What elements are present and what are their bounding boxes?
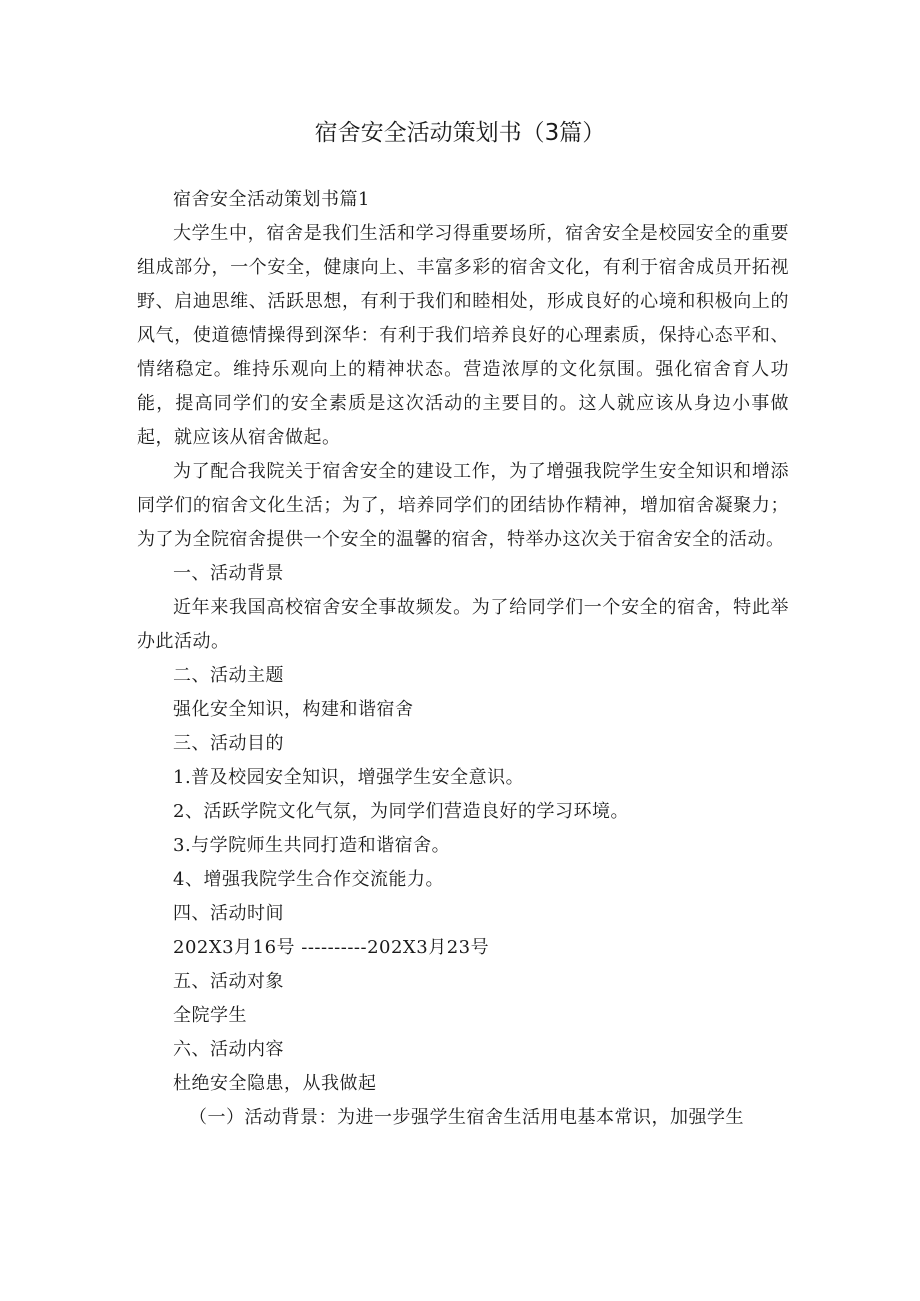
heading-content: 六、活动内容: [173, 1039, 284, 1060]
goal-item: 4、增强我院学生合作交流能力。: [173, 869, 444, 890]
text-audience: 全院学生: [173, 1005, 247, 1026]
section-subtitle: 宿舍安全活动策划书篇1: [173, 189, 370, 210]
paragraph-intro: 大学生中，宿舍是我们生活和学习得重要场所，宿舍安全是校园安全的重要组成部分，一个安全，健康向上、丰富多彩的宿舍文化，有利于宿舍成员开拓视野、启迪思维、活跃思想，有利于我们和睦相处，形成良好的心境和积极向上的风气，使道德情操得到深华：有利于我们培养良好的心理素质，保持心态平和、情绪稳定。维持乐观向上的精神状态。营造浓厚的文化氛围。强化宿舍育人功能，提高同学们的安全素质是这次活动的主要目的。这人就应该从身边小事做起，就应该从宿舍做起。: [137, 223, 789, 448]
text-background: 近年来我国高校宿舍安全事故频发。为了给同学们一个安全的宿舍，特此举办此活动。: [137, 597, 789, 652]
subsection-background-text: （一）活动背景：为进一步强学生宿舍生活用电基本常识，加强学生: [189, 1107, 744, 1128]
text-content: 杜绝安全隐患，从我做起: [173, 1073, 377, 1094]
goal-item: 3.与学院师生共同打造和谐宿舍。: [173, 835, 451, 856]
goal-item: 2、活跃学院文化气氛，为同学们营造良好的学习环境。: [173, 801, 629, 822]
heading-background: 一、活动背景: [173, 563, 284, 584]
text-theme: 强化安全知识，构建和谐宿舍: [173, 699, 414, 720]
paragraph-purpose: 为了配合我院关于宿舍安全的建设工作，为了增强我院学生安全知识和增添同学们的宿舍文化生活；为了，培养同学们的团结协作精神，增加宿舍凝聚力；为了为全院宿舍提供一个安全的温馨的宿舍，特举办这次关于宿舍安全的活动。: [137, 461, 789, 550]
document-body: [137, 183, 789, 1135]
heading-theme: 二、活动主题: [173, 665, 284, 686]
document-title: 宿舍安全活动策划书（3篇）: [314, 120, 606, 146]
heading-audience: 五、活动对象: [173, 971, 284, 992]
text-time: 202X3月16号 ----------202X3月23号: [173, 937, 490, 958]
heading-time: 四、活动时间: [173, 903, 284, 924]
goal-item: 1.普及校园安全知识，增强学生安全意识。: [173, 767, 525, 788]
heading-goals: 三、活动目的: [173, 733, 284, 754]
